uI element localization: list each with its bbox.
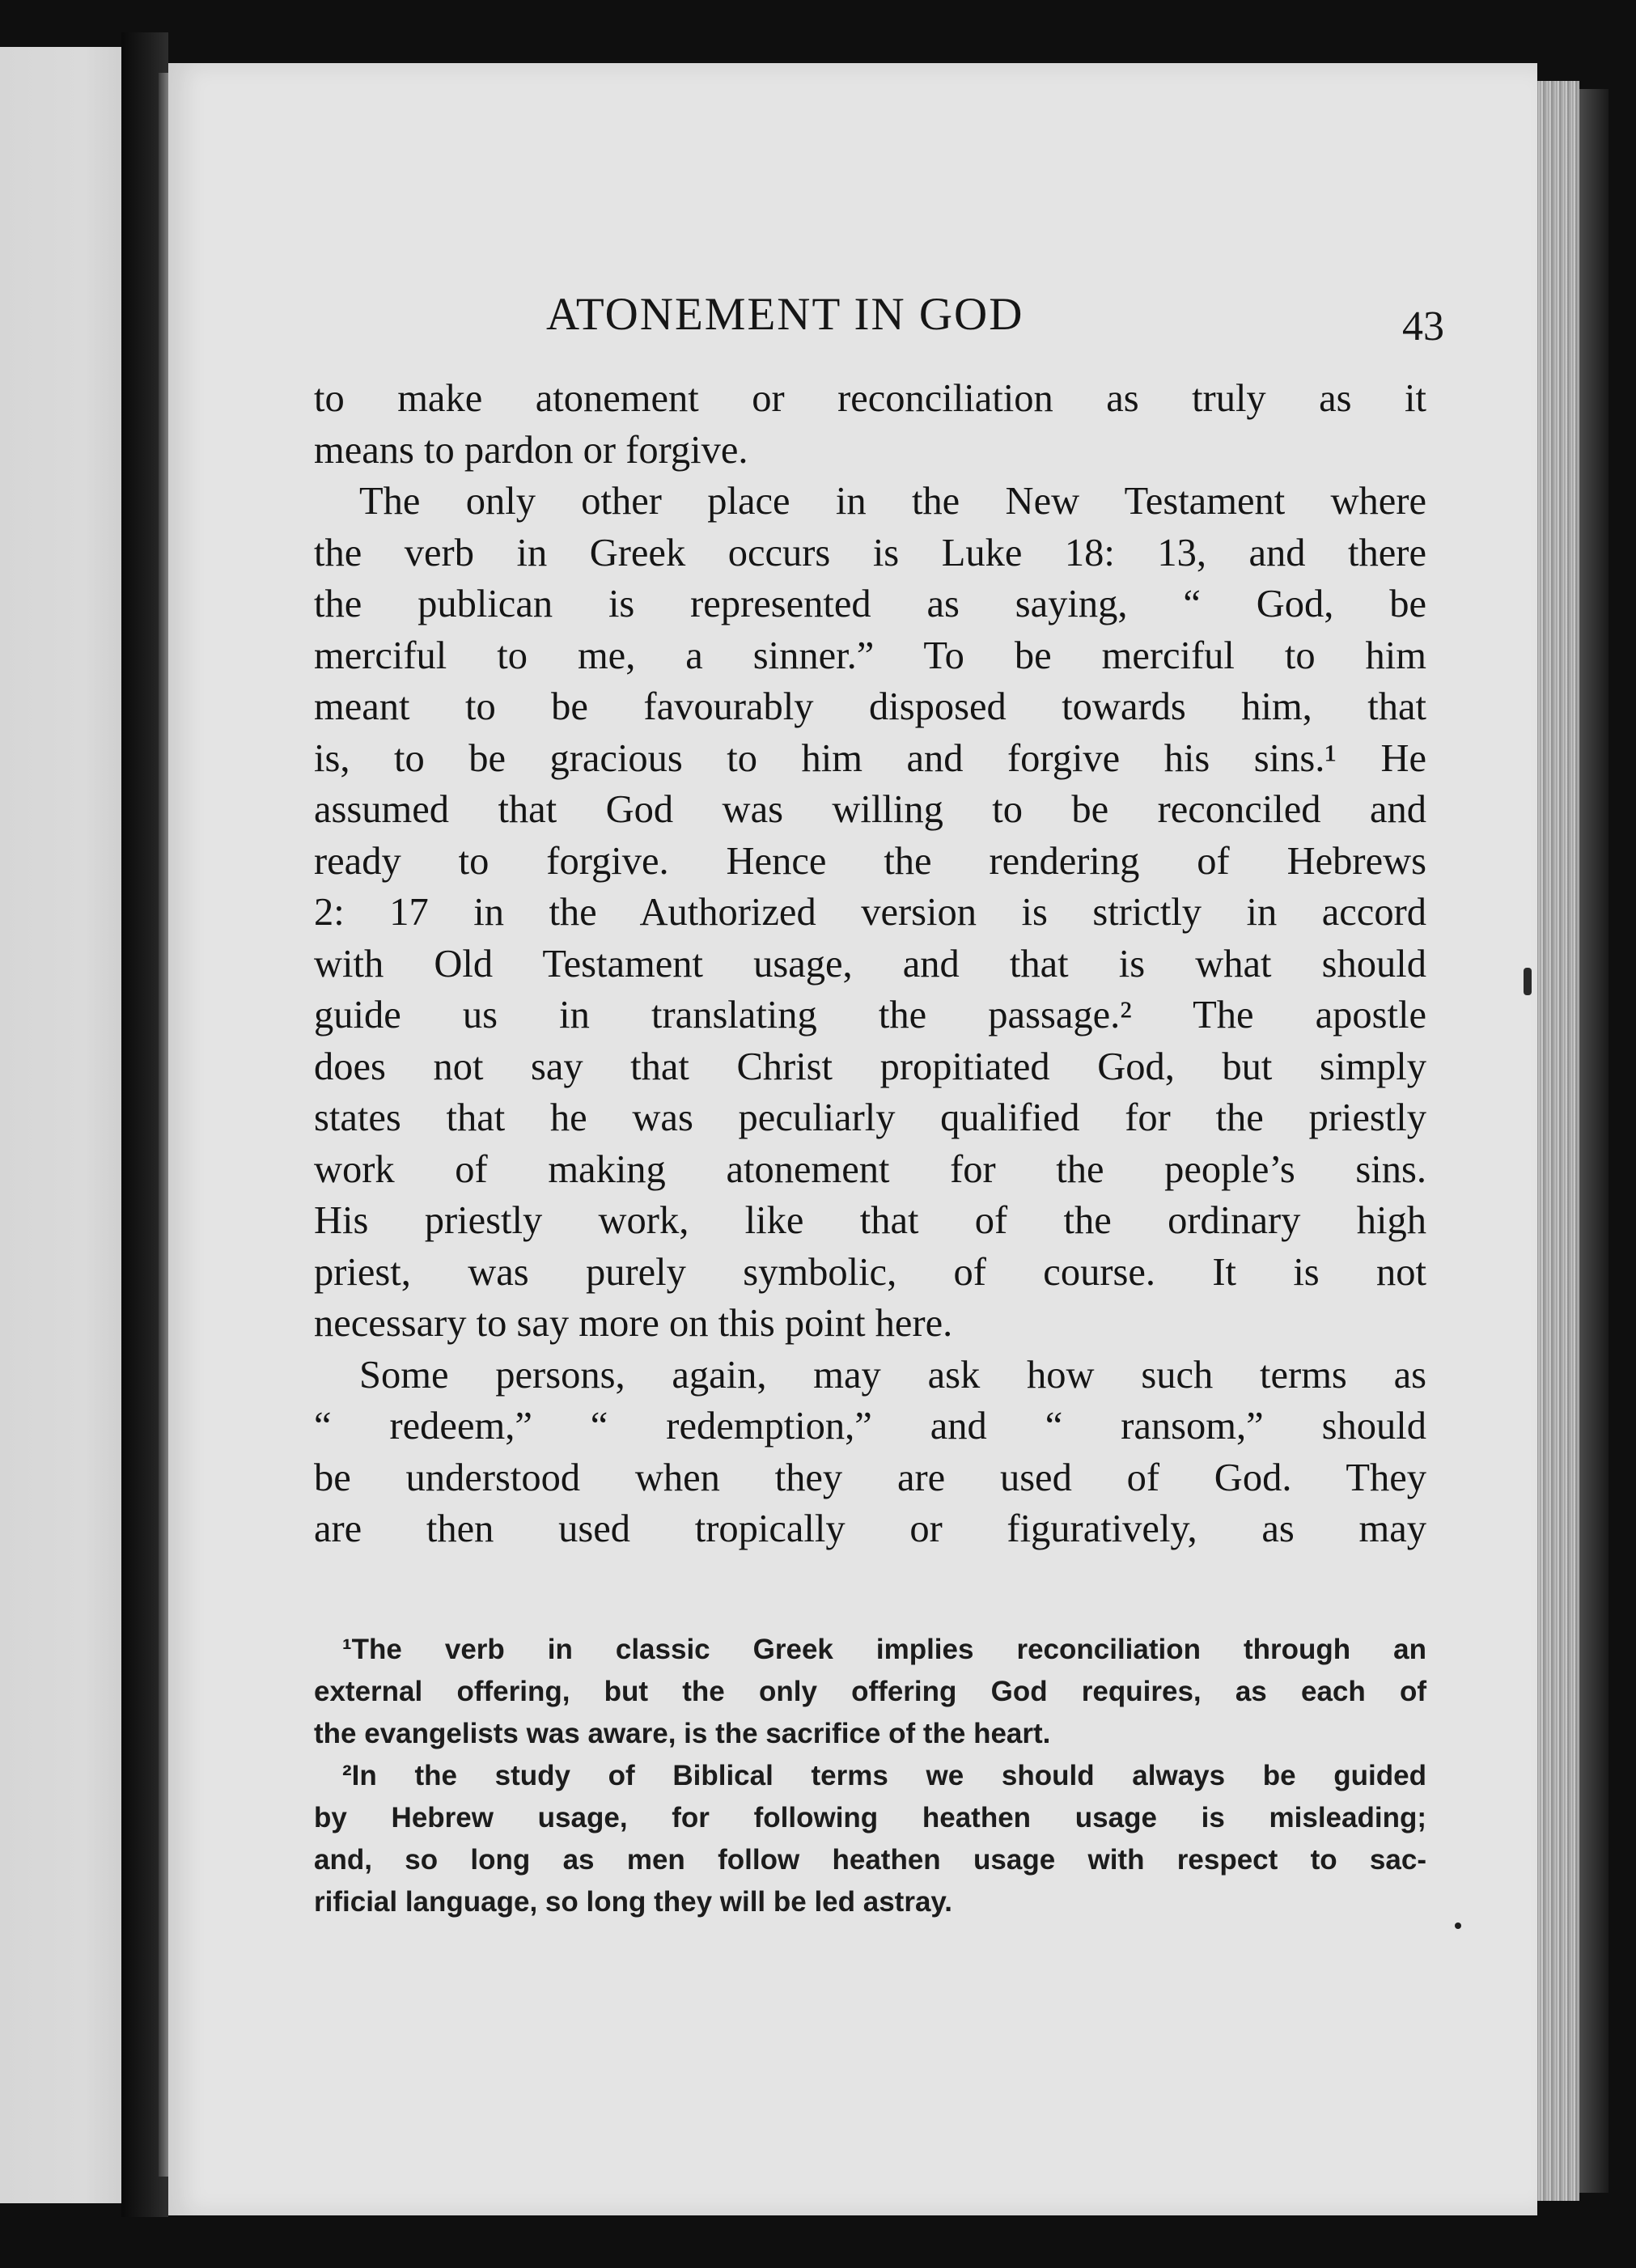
body-line: meant to be favourably disposed towards him, that bbox=[314, 685, 1426, 728]
page-header bbox=[168, 288, 1537, 353]
running-head: ATONEMENT IN GOD bbox=[546, 289, 1024, 340]
page-number: 43 bbox=[1402, 303, 1444, 350]
body-text bbox=[314, 373, 1426, 1555]
body-line: 2: 17 in the Authorized version is strictly in accord bbox=[314, 891, 1426, 934]
page-edge-mark bbox=[1524, 968, 1532, 995]
body-line: with Old Testament usage, and that is what should bbox=[314, 942, 1426, 986]
previous-page-edge bbox=[0, 47, 121, 2203]
body-line: does not say that Christ propitiated God, but simply bbox=[314, 1045, 1426, 1088]
body-line: be understood when they are used of God. They bbox=[314, 1456, 1426, 1499]
body-line: His priestly work, like that of the ordinary high bbox=[314, 1199, 1426, 1242]
footnotes bbox=[314, 1629, 1426, 1923]
body-line: “ redeem,” “ redemption,” and “ ransom,” should bbox=[314, 1405, 1426, 1448]
body-line: states that he was peculiarly qualified for the priestly bbox=[314, 1096, 1426, 1139]
body-line: means to pardon or forgive. bbox=[314, 428, 748, 472]
page-stack-edges bbox=[1537, 81, 1579, 2201]
body-line: The only other place in the New Testament where bbox=[359, 480, 1426, 523]
footnote-line: and, so long as men follow heathen usage with respect to sac- bbox=[314, 1844, 1426, 1876]
body-line: assumed that God was willing to be reconciled and bbox=[314, 788, 1426, 831]
body-line: are then used tropically or figuratively, as may bbox=[314, 1507, 1426, 1550]
body-line: work of making atonement for the people’s sins. bbox=[314, 1147, 1426, 1191]
footnote-line: ²In the study of Biblical terms we should always be guided bbox=[342, 1760, 1426, 1791]
body-line: Some persons, again, may ask how such terms as bbox=[359, 1353, 1426, 1397]
book-page bbox=[168, 63, 1537, 2215]
body-line: merciful to me, a sinner.” To be merciful to him bbox=[314, 634, 1426, 677]
footnote-line: ¹The verb in classic Greek implies reconciliation through an bbox=[342, 1634, 1426, 1665]
body-line: priest, was purely symbolic, of course. It is not bbox=[314, 1250, 1426, 1294]
body-line: guide us in translating the passage.² The apostle bbox=[314, 994, 1426, 1036]
body-line: is, to be gracious to him and forgive his sins.¹ He bbox=[314, 736, 1426, 780]
footnote-line: rificial language, so long they will be led astray. bbox=[314, 1886, 953, 1918]
body-line: to make atonement or reconciliation as truly as it bbox=[314, 377, 1426, 420]
scan-dust-speck bbox=[1455, 1923, 1461, 1929]
body-line: ready to forgive. Hence the rendering of Hebrews bbox=[314, 839, 1426, 883]
footnote-line: external offering, but the only offering God requires, as each of bbox=[314, 1676, 1426, 1707]
body-line: the verb in Greek occurs is Luke 18: 13, and there bbox=[314, 531, 1426, 574]
body-line: necessary to say more on this point here. bbox=[314, 1302, 953, 1345]
page-stack-shadow bbox=[1579, 89, 1608, 2193]
body-line: the publican is represented as saying, “ God, be bbox=[314, 583, 1426, 625]
footnote-line: the evangelists was aware, is the sacrifice of the heart. bbox=[314, 1718, 1051, 1749]
footnote-line: by Hebrew usage, for following heathen usage is misleading; bbox=[314, 1802, 1426, 1833]
